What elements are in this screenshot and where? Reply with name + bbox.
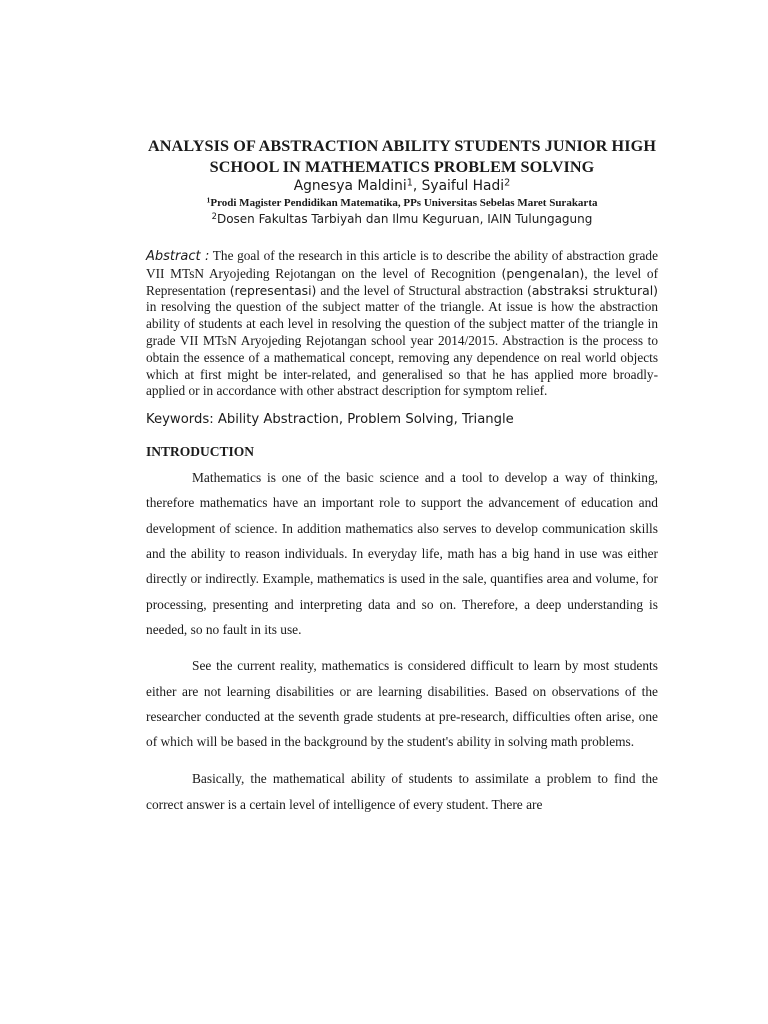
body-paragraph: Mathematics is one of the basic science and a tool to develop a way of thinking, therefore mathematics have an important role to support the advancement of education and development of science. In addition mathematics also serves to develop communication skills and the ability to reason individuals. In everyday life, math has a big hand in use was either directly or indirectly. Example, mathematics is used in the sale, quantifies area and volume, for processing, presenting and interpreting data and so on. Therefore, a deep understanding is needed, so no fault in its use. <box>146 470 658 637</box>
affiliation-superscript: 2 <box>211 211 217 222</box>
affiliation <box>146 211 658 227</box>
author-line <box>146 177 658 195</box>
author-superscript: 1 <box>406 177 413 189</box>
abstract <box>146 248 658 400</box>
paper-content <box>146 136 658 817</box>
author-name: Agnesya Maldini <box>293 178 407 194</box>
affiliation-text: Dosen Fakultas Tarbiyah dan Ilmu Keguruan, IAIN Tulungagung <box>216 212 593 226</box>
paper-title: ANALYSIS OF ABSTRACTION ABILITY STUDENTS JUNIOR HIGH SCHOOL IN MATHEMATICS PROBLEM SOLVING <box>147 137 657 176</box>
abstract-segment: , the level of Representation <box>146 265 659 298</box>
abstract-term: (representasi) <box>229 282 317 298</box>
body-paragraph: See the current reality, mathematics is considered difficult to learn by most students either are not learning disabilities or are learning disabilities. Based on observations of the researcher conducted at the seventh grade students at pre-research, difficulties often arise, one of which will be based in the background by the student's ability in solving math problems. <box>146 658 658 750</box>
author-name: Syaiful Hadi <box>421 178 505 194</box>
abstract-segment: in resolving the question of the subject matter of the triangle. At issue is how the abstraction ability of students at each level in resolving the question of the subject matter of the triangle in grade VII MTsN Aryojeding Rejotangan school year 2014/2015. Abstraction is the process to obtain the essence of a mathematical concept, removing any dependence on real world objects which at first might be inter-related, and generalised so that he has applied more broadly-applied or in accordance with other abstract description for symptom relief. <box>146 299 658 399</box>
author-separator: , <box>412 178 422 194</box>
abstract-segment: The goal of the research in this article is to describe the ability of abstraction grade VII MTsN Aryojeding Rejotangan on the level of Recognition <box>146 248 658 281</box>
abstract-segment: and the level of Structural abstraction <box>316 282 527 298</box>
abstract-term: (pengenalan) <box>501 265 585 281</box>
author-superscript: 2 <box>504 177 511 189</box>
affiliation <box>146 196 658 211</box>
section-heading: INTRODUCTION <box>146 444 255 460</box>
abstract-term: (abstraksi struktural) <box>526 282 658 298</box>
abstract-label: Abstract : <box>146 249 210 264</box>
affiliation-text: Prodi Magister Pendidikan Matematika, PPs Universitas Sebelas Maret Surakarta <box>210 197 598 209</box>
keywords: Keywords: Ability Abstraction, Problem Solving, Triangle <box>146 412 514 428</box>
body-paragraph: Basically, the mathematical ability of students to assimilate a problem to find the correct answer is a certain level of intelligence of every student. There are <box>146 771 658 812</box>
affiliation-superscript: 1 <box>206 195 211 205</box>
